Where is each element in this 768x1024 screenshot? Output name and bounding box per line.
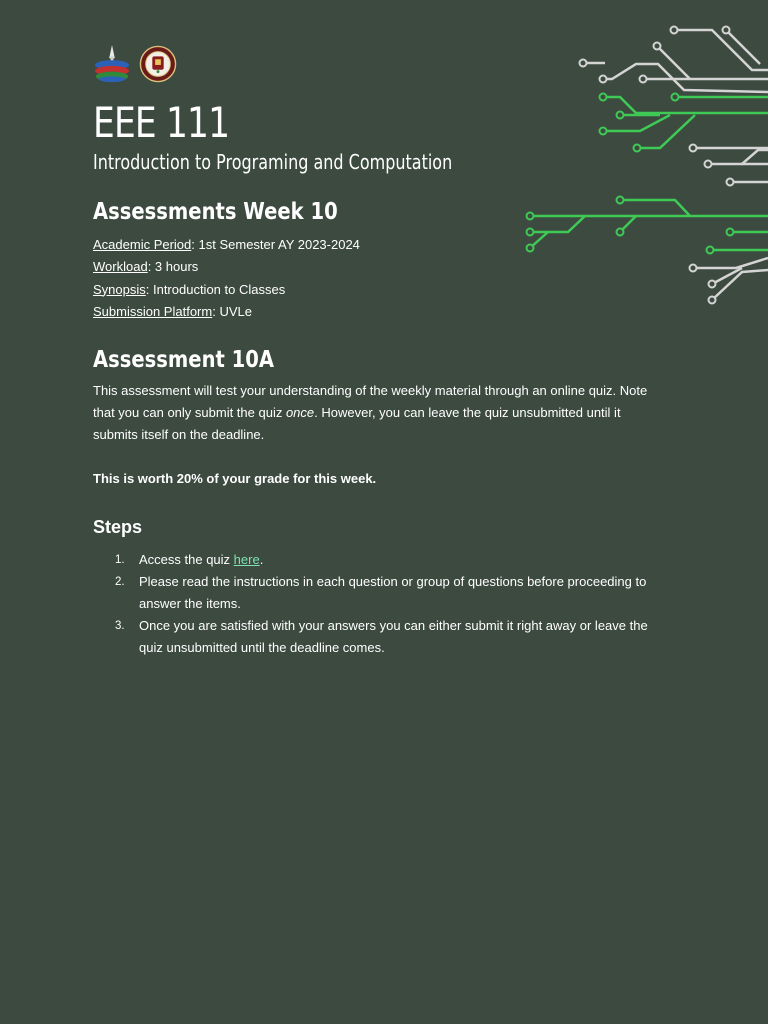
assessment-title: Assessment 10A xyxy=(93,347,274,374)
submission-platform-value: : UVLe xyxy=(212,303,252,319)
header-logos xyxy=(93,44,177,84)
steps-heading: Steps xyxy=(93,517,143,538)
step-number: 1. xyxy=(115,554,125,567)
step-2-text: Please read the instructions in each question or group of questions before proceeding to answer the items. xyxy=(139,574,647,612)
description-part-1: This assessment will test your understanding of the weekly material through an online quiz. Note that you can only submit the quiz xyxy=(93,383,648,421)
week-title: Assessments Week 10 xyxy=(93,199,338,225)
step-number: 2. xyxy=(115,576,125,589)
meta-workload xyxy=(93,256,668,278)
step-1-text: Access the quiz xyxy=(139,552,234,568)
synopsis-value: : Introduction to Classes xyxy=(145,281,286,297)
step-3-text: Once you are satisfied with your answers you can either submit it right away or leave the quiz unsubmitted until the deadline comes. xyxy=(139,618,648,656)
step-text xyxy=(139,549,668,571)
meta-submission-platform xyxy=(93,301,668,323)
step-item xyxy=(93,549,668,571)
description-part-2: . However, you can leave the quiz unsubmitted until it submits itself on the deadline. xyxy=(93,405,621,443)
workload-value: : 3 hours xyxy=(147,259,199,275)
document-body xyxy=(93,96,668,659)
assessment-meta xyxy=(93,234,668,323)
eee-institute-logo xyxy=(93,44,131,84)
assessment-description xyxy=(93,380,663,446)
workload-label: Workload xyxy=(93,259,148,275)
academic-period-label: Academic Period xyxy=(93,237,192,252)
submission-platform-label: Submission Platform xyxy=(93,303,213,319)
description-emphasis: once xyxy=(285,405,315,421)
grade-weight-note: This is worth 20% of your grade for this week. xyxy=(93,471,377,487)
academic-period-value: : 1st Semester AY 2023-2024 xyxy=(191,237,360,252)
step-item xyxy=(93,615,668,659)
steps-list xyxy=(93,549,668,659)
course-code: EEE 111 xyxy=(93,98,230,147)
synopsis-label: Synopsis xyxy=(93,281,146,297)
meta-synopsis xyxy=(93,279,668,301)
step-1-after: . xyxy=(259,552,264,568)
meta-academic-period xyxy=(93,234,668,256)
step-number: 3. xyxy=(115,620,125,633)
course-title: Introduction to Programing and Computation xyxy=(93,150,453,174)
quiz-link[interactable]: here xyxy=(233,552,260,568)
university-seal-logo xyxy=(139,44,177,84)
step-item xyxy=(93,571,668,615)
